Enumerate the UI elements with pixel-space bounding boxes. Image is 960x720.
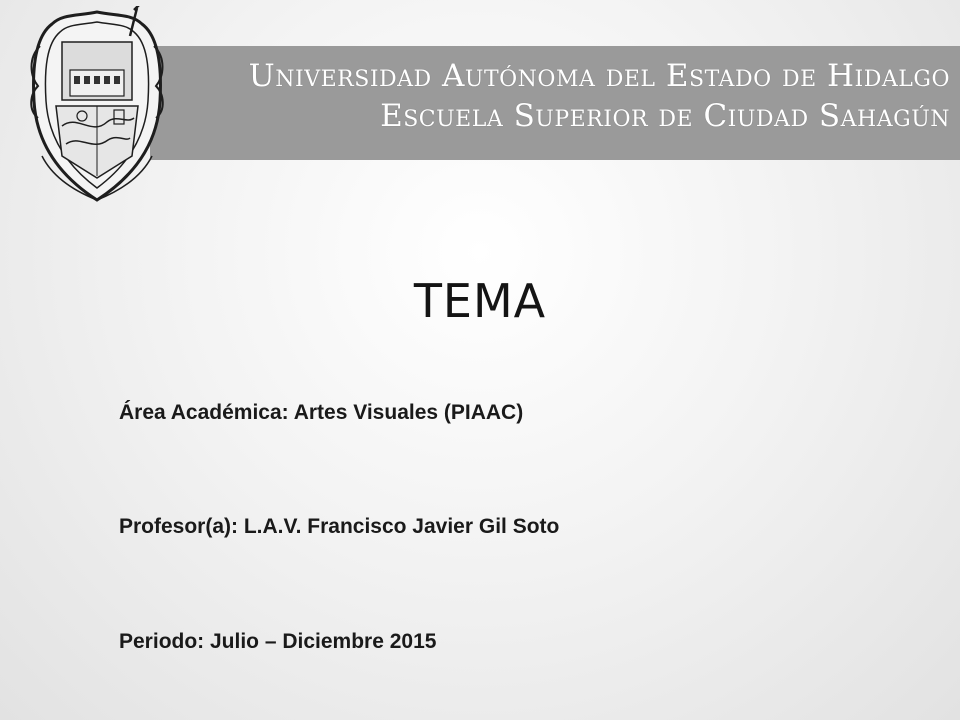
- period: Periodo: Julio – Diciembre 2015: [119, 630, 437, 653]
- uaeh-seal-icon: [22, 6, 172, 206]
- slide-title: TEMA: [413, 274, 547, 328]
- school-name: Escuela Superior de Ciudad Sahagún: [380, 98, 950, 134]
- university-name: Universidad Autónoma del Estado de Hidalgo: [248, 58, 950, 94]
- professor: Profesor(a): L.A.V. Francisco Javier Gil Soto: [119, 515, 560, 538]
- header-banner: [150, 46, 960, 160]
- academic-area: Área Académica: Artes Visuales (PIAAC): [119, 401, 524, 424]
